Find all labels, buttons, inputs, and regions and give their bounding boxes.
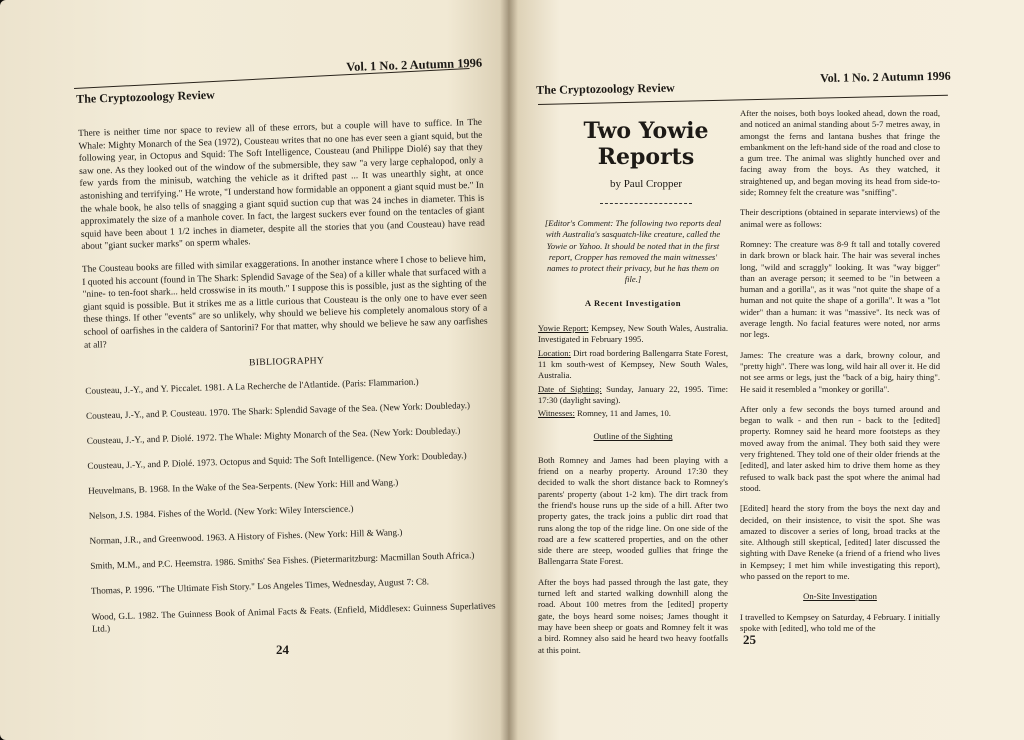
right-header-title: The Cryptozoology Review bbox=[536, 80, 675, 97]
column-two-paragraph: After the noises, both boys looked ahead, down the road, and noticed an animal standing about 5-7 metres away, in amongst the ferns and lantana bushes that fringe the embankment on the left-hand side of the road and close to a gum tree. The animal was slightly hunched over and facing away from the boys. As they watched, it straightened up, and began moving its head from side-to-side; Romney felt the creature was "sniffing". bbox=[740, 108, 940, 198]
article-title-line: Two Yowie bbox=[583, 118, 709, 144]
report-field bbox=[538, 323, 728, 346]
column-two-paragraph: I travelled to Kempsey on Saturday, 4 February. I initially spoke with [edited], who told me of the bbox=[740, 611, 940, 633]
column-two-paragraph: James: The creature was a dark, browny colour, and "pretty high". There was long, wild hair all over it. He did not see arms or legs, just the "back of a big, hairy thing". He said it resembled a "monkey or gorilla". bbox=[740, 349, 940, 394]
article-byline: by Paul Cropper bbox=[609, 178, 683, 190]
left-header-issue: Vol. 1 No. 2 Autumn 1996 bbox=[346, 55, 483, 74]
right-page-number: 25 bbox=[743, 632, 756, 647]
onsite-heading: On-Site Investigation bbox=[803, 591, 877, 602]
bibliography-entry: Nelson, J.S. 1984. Fishes of the World. (New York: Wiley Interscience.) bbox=[88, 503, 354, 522]
bibliography-entry: Cousteau, J.-Y., and Y. Piccalet. 1981. A La Recherche de l'Atlantide. (Paris: Flammarion.) bbox=[85, 376, 419, 396]
bibliography-entry: Smith, M.M., and P.C. Heemstra. 1986. Smiths' Sea Fishes. (Pietermaritzburg: Macmillan South Africa.) bbox=[90, 550, 475, 572]
left-body-text bbox=[78, 117, 496, 648]
outline-heading: Outline of the Sighting bbox=[593, 431, 673, 442]
bibliography-entry: Cousteau, J.-Y., and P. Diolé. 1973. Octopus and Squid: The Soft Intelligence. (New York: Doubleday.) bbox=[87, 450, 467, 471]
report-field-value: Romney, 11 and James, 10. bbox=[574, 408, 671, 419]
report-field-value: Kempsey, New South Wales, Australia. Investigated in February 1995. bbox=[538, 323, 728, 345]
left-paragraph: There is neither time nor space to review all of these errors, but a couple will have to suffice. In The Whale: Mighty Monarch of the Sea (1972), Cousteau writes that no one has ever seen a giant squid, but the following year, in Octopus and Squid: The Soft Intelligence, Cousteau (and Philippe Diolé) say that they saw one. As they looked out of the window of the submersible, they saw "a very large cephalopod, only a few yards from the minisub, watching the vehicle as it drifted past ... It was unearthly sight, at once astonishing and terrifying." He wrote, "I understand how formidable an opponent a giant squid must be." In the whale book, he also tells of snagging a giant squid suction cup that was 24 inches in diameter. This is approximately the size of a manhole cover. In fact, the largest suckers ever found on the tentacles of giant squid have been about 1 1/2 inches in diameter, despite all the stories that you (and Cousteau) have read about "giant sucker marks" on sperm whales. bbox=[78, 117, 485, 253]
title-divider bbox=[600, 203, 692, 204]
column-one-paragraph: Both Romney and James had been playing with a friend on a nearby property. Around 17:30 they decided to walk the short distance back to Romney's parents' property (about 1-2 km). The dirt track from the friend's house runs up the side of a hill. After two property gates, the track joins a public dirt road that runs along the top of the ridge line. On one side of the road are a few scattered properties, and on the other side there are steep, wooded gullies that fringe the Ballengarra State Forest. bbox=[538, 454, 728, 567]
left-paragraph: The Cousteau books are filled with similar exaggerations. In another instance where I chose to believe him, I quoted his account (found in The Shark: Splendid Savage of the Sea) of a killer whale that surfaced with a "nine- to ten-foot shark... held crosswise in its mouth." I suppose this is possible, just as the sighting of the giant squid is possible. But it strikes me as a little curious that Cousteau is the only one to have ever seen these things. If other "events" are so unlikely, why should we believe his completely anomalous story of a school of oarfishes in the caldera of Santorini? For that matter, why should we believe he saw any oarfishes at all? bbox=[81, 253, 488, 351]
report-field-label: Location: bbox=[538, 347, 571, 358]
bibliography-entry: Heuvelmans, B. 1968. In the Wake of the Sea-Serpents. (New York: Hill and Wang.) bbox=[87, 477, 399, 496]
left-page bbox=[0, 0, 508, 740]
report-field bbox=[538, 384, 728, 407]
column-two-paragraph: Romney: The creature was 8-9 ft tall and totally covered in dark brown or black hair. The hair was several inches long, "wild and scraggly" looking. It was "way bigger" than an average person; it seemed to be "in between a human and a gorilla", as it was "not quite the shape of a human and not quite the shape of a gorilla". It was a "lot wider" than a human: it was "massive". Its neck was of average length. No facial features were noted, nor arms nor legs. bbox=[740, 238, 940, 340]
column-two-paragraph: Their descriptions (obtained in separate interviews) of the animal were as follows: bbox=[740, 207, 940, 229]
report-field-label: Date of Sighting: bbox=[538, 383, 602, 394]
bibliography-entry: Wood, G.L. 1982. The Guinness Book of Animal Facts & Feats. (Enfield, Middlesex: Guinness Superlatives Ltd.) bbox=[91, 600, 496, 634]
column-two-paragraph: [Edited] heard the story from the boys the next day and decided, on their insistence, to visit the spot. She was amazed to discover a series of long, broad tracks at the site. Although still skeptical, [edited] later discussed the sighting with Dave Reneke (a friend of a friend who lives in Kempsey; I met him while investigating this report), who passed on the report to me. bbox=[740, 503, 940, 581]
article-title bbox=[566, 118, 726, 170]
article-title-line: Reports bbox=[597, 144, 695, 170]
right-header-issue: Vol. 1 No. 2 Autumn 1996 bbox=[820, 68, 951, 85]
bibliography-entry: Cousteau, J.-Y., and P. Cousteau. 1970. The Shark: Splendid Savage of the Sea. (New York: Doubleday.) bbox=[85, 399, 471, 421]
left-header-title: The Cryptozoology Review bbox=[76, 87, 216, 106]
column-one bbox=[538, 218, 728, 665]
bibliography-entry: Norman, J.R., and Greenwood. 1963. A History of Fishes. (New York: Hill & Wang.) bbox=[89, 527, 403, 547]
report-field-label: Witnesses: bbox=[538, 408, 575, 419]
bibliography-heading: BIBLIOGRAPHY bbox=[248, 355, 325, 369]
column-two-paragraph: After only a few seconds the boys turned around and began to walk - and then run - back to the [edited] property. Romney said he heard more footsteps as they moved away from the animal. They both said they were very frightened. They told one of their older friends at the [edited], and later asked him to drive them home as they refused to walk back past the spot where the animal had stood. bbox=[740, 403, 940, 493]
report-field bbox=[538, 408, 728, 419]
left-page-number: 24 bbox=[276, 642, 289, 657]
report-field bbox=[538, 348, 728, 382]
report-field-label: Yowie Report: bbox=[538, 323, 589, 334]
editor-comment: [Editor's Comment: The following two reports deal with Australia's sasquatch-like creature, called the Yowie or Yahoo. It should be noted that in the first report, Cropper has removed the main witnesses' names to protect their privacy, but he has them on file.] bbox=[544, 218, 722, 285]
report-field-value: Sunday, January 22, 1995. Time: 17:30 (daylight saving). bbox=[538, 383, 728, 405]
column-one-paragraph: After the boys had passed through the last gate, they turned left and started walking downhill along the road. About 100 metres from the [edited] property gate, the boys heard some noises; James thought it may have been sheep or goats and Romney felt it was a bird. Romney also said he heard two heavy footfalls at this point. bbox=[538, 576, 728, 655]
section-heading-recent: A Recent Investigation bbox=[584, 297, 682, 308]
column-two bbox=[740, 108, 940, 643]
bibliography-entry: Thomas, P. 1996. "The Ultimate Fish Story." Los Angeles Times, Wednesday, August 7: C8. bbox=[90, 576, 430, 597]
left-header-rule bbox=[74, 68, 470, 89]
report-field-value: Dirt road bordering Ballengarra State Forest, 11 km south-west of Kempsey, New South Wales, Australia. bbox=[538, 347, 728, 381]
bibliography-entry: Cousteau, J.-Y., and P. Diolé. 1972. The Whale: Mighty Monarch of the Sea. (New York: Doubleday.) bbox=[86, 425, 461, 446]
